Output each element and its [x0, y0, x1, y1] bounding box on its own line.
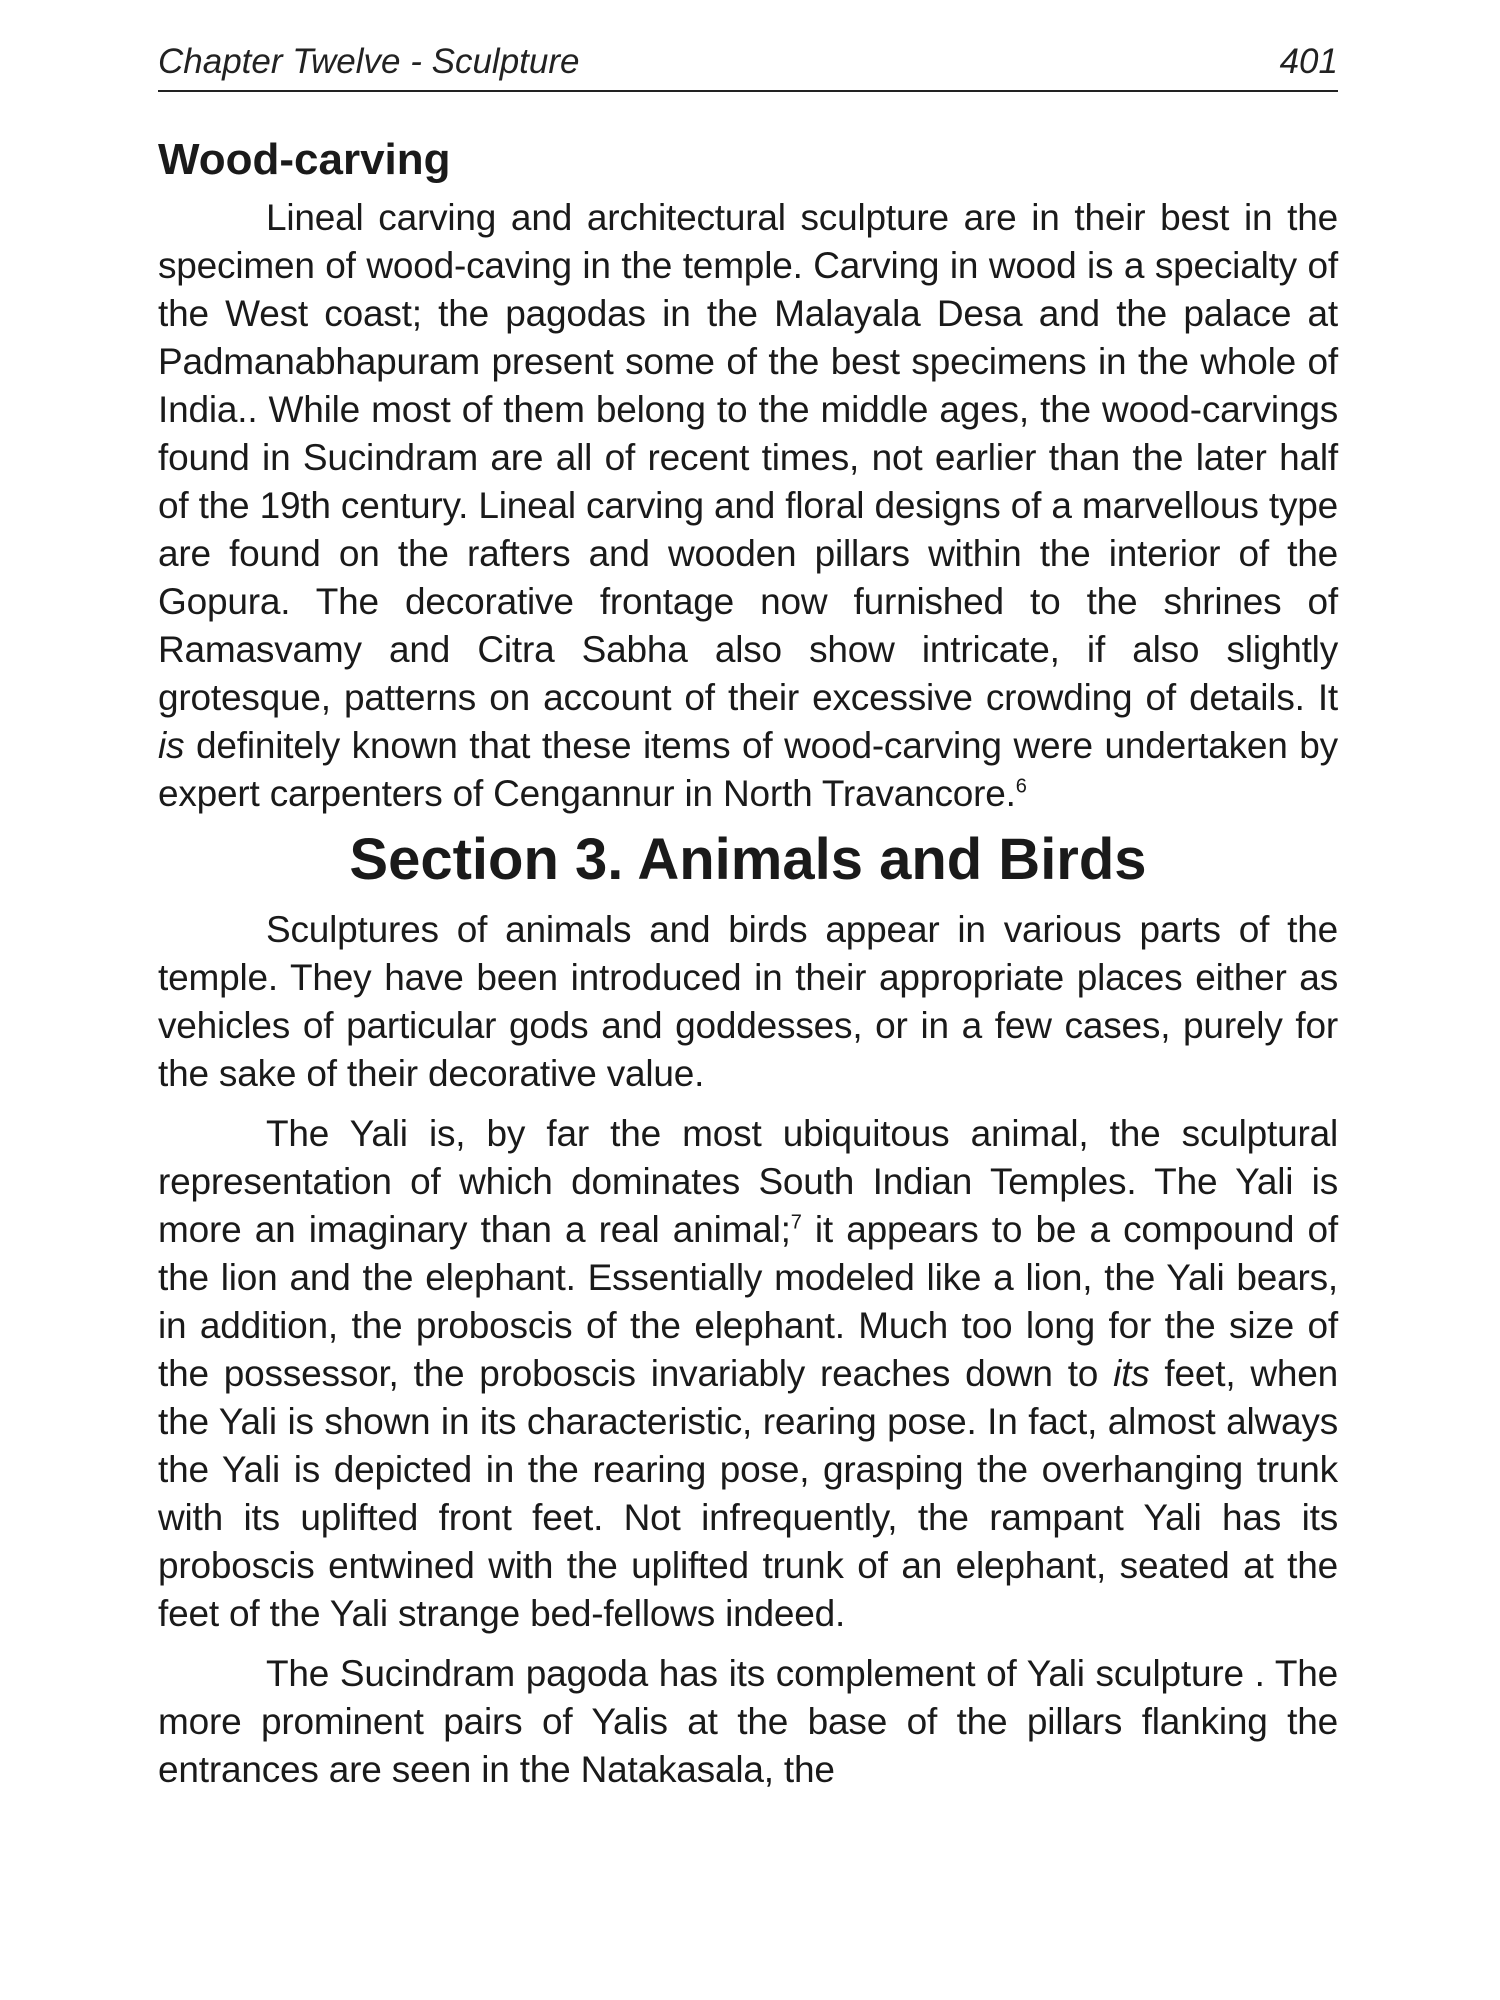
yali-text-1: The Yali is, by far the most ubiquitous animal, the sculptural representation of which dominates South Indian Temples. The Yali is more an imaginary than a real animal; [158, 1113, 1338, 1250]
section-3-title: Section 3. Animals and Birds [349, 827, 1147, 892]
yali-emphasis: its [1113, 1353, 1150, 1394]
footnote-marker-7: 7 [790, 1211, 802, 1234]
sucindram-paragraph: The Sucindram pagoda has its complement of Yali sculpture . The more prominent pairs of Yalis at the base of the pillars flanking the entrances are seen in the Natakasala, the [158, 1653, 1338, 1790]
yali-text-3: feet, when the Yali is shown in its characteristic, rearing pose. In fact, almost always the Yali is depicted in the rearing pose, grasping the overhanging trunk with its uplifted front feet. Not infrequently, the rampant Yali has its proboscis entwined with the uplifted trunk of an elephant, seated at the feet of the Yali strange bed-fellows indeed. [158, 1353, 1338, 1634]
page-number: 401 [1279, 42, 1338, 81]
yali-text-2: it appears to be a compound of the lion and the elephant. Essentially modeled like a lion, the Yali bears, in addition, the proboscis of the elephant. Much too long for the size of the possessor, the proboscis invariably reaches down to [158, 1209, 1338, 1394]
book-page [158, 40, 1338, 1794]
chapter-title: Chapter Twelve - Sculpture [158, 42, 580, 81]
wood-carving-emphasis: is [158, 725, 185, 766]
wood-carving-text-2: definitely known that these items of wood-carving were undertaken by expert carpenters of Cengannur in North Travancore. [158, 725, 1338, 814]
animals-paragraph-1: Sculptures of animals and birds appear in various parts of the temple. They have been introduced in their appropriate places either as vehicles of particular gods and goddesses, or in a few cases, purely for the sake of their decorative value. [158, 909, 1338, 1094]
wood-carving-paragraph [158, 194, 1338, 818]
running-header [158, 40, 1338, 92]
footnote-marker-6: 6 [1015, 775, 1027, 798]
yali-paragraph [158, 1110, 1338, 1638]
wood-carving-heading: Wood-carving [158, 135, 451, 184]
wood-carving-text-1: Lineal carving and architectural sculpture are in their best in the specimen of wood-caving in the temple. Carving in wood is a specialty of the West coast; the pagodas in the Malayala Desa and the palace at Padmanabhapuram present some of the best specimens in the whole of India.. While most of them belong to the middle ages, the wood-carvings found in Sucindram are all of recent times, not earlier than the later half of the 19th century. Lineal carving and floral designs of a marvellous type are found on the rafters and wooden pillars within the interior of the Gopura. The decorative frontage now furnished to the shrines of Ramasvamy and Citra Sabha also show intricate, if also slightly grotesque, patterns on account of their excessive crowding of details. It [158, 197, 1338, 718]
